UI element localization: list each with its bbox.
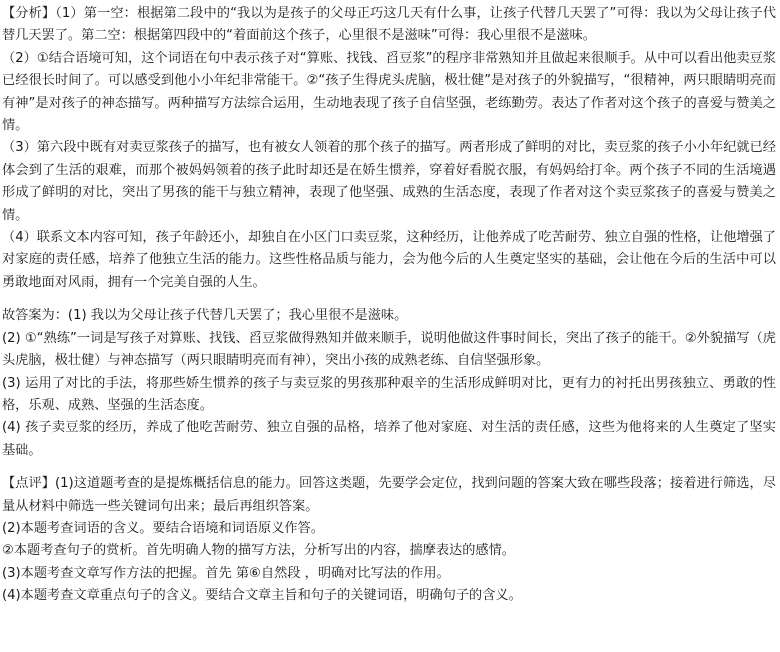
answer-part-2: (2) ①“熟练”一词是写孩子对算账、找钱、舀豆浆做得熟知并做来顺手，说明他做这件事时间长，突出了孩子的能干。②外貌描写（虎头虎脑，极壮健）与神态描写（两只眼睛明亮而有神），突出小孩的成熟老练、自信坚强形象。 [2,330,776,369]
analysis-part-1: 【分析】（1）第一空：根据第二段中的“我以为是孩子的父母正巧这几天有什么事，让孩子代替几天罢了”可得：我以为父母让孩子代替几天罢了。第二空：根据第四段中的“着面前这个孩子，心里很不是滋味”可得：我心里很不是滋味。 [2,6,776,44]
comment-part-2: (2)本题考查词语的含义。要结合语境和词语原义作答。 [2,520,324,536]
comment-part-5: (4)本题考查文章重点句子的含义。要结合文章主旨和句子的关键词语，明确句子的含义。 [2,588,522,604]
comment-part-1: 【点评】(1)这道题考查的是提炼概括信息的能力。回答这类题，先要学会定位，找到问题的答案大致在哪些段落；接着进行筛选，尽量从材料中筛选一些关键词句出来；最后再组织答案。 [2,476,776,514]
comment-section [2,473,776,607]
section-spacer [2,462,776,473]
comment-part-4: (3)本题考查文章写作方法的把握。首先 第⑥自然段 ，明确对比写法的作用。 [2,565,450,581]
answer-part-3: (3) 运用了对比的手法，将那些娇生惯养的孩子与卖豆浆的男孩那种艰辛的生活形成鲜明对比，更有力的衬托出男孩独立、勇敢的性格，乐观、成熟、坚强的生活态度。 [2,375,776,413]
analysis-part-4: （4）联系文本内容可知，孩子年龄还小，却独自在小区门口卖豆浆，这种经历，让他养成了吃苦耐劳、独立自强的性格，让他增强了对家庭的责任感，培养了他独立生活的能力。这些性格品质与能力，会为他今后的人生奠定坚实的基础，会让他在今后的生活中可以勇敢地面对风雨，拥有一个完美自强的人生。 [2,230,776,290]
answer-part-4: (4) 孩子卖豆浆的经历，养成了他吃苦耐劳、独立自强的品格，培养了他对家庭、对生活的责任感，这些为他将来的人生奠定了坚实基础。 [2,420,776,458]
answer-section [2,305,776,462]
analysis-part-3: （3）第六段中既有对卖豆浆孩子的描写，也有被女人领着的那个孩子的描写。两者形成了鲜明的对比，卖豆浆的孩子小小年纪就已经体会到了生活的艰难，而那个被妈妈领着的孩子此时却还是在娇生惯养，穿着好看脱衣服，有妈妈给打伞。两个孩子不同的生活境遇形成了鲜明的对比，突出了男孩的能干与独立精神，表现了他坚强、成熟的生活态度，表现了作者对这个卖豆浆孩子的喜爱与赞美之情。 [2,140,776,223]
comment-part-3: ②本题考查句子的赏析。首先明确人物的描写方法，分析写出的内容，揣摩表达的感情。 [2,543,515,559]
answer-part-1: 故答案为：(1) 我以为父母让孩子代替几天罢了；我心里很不是滋味。 [2,308,408,324]
section-spacer [2,294,776,305]
analysis-section [2,3,776,294]
analysis-part-2: （2）①结合语境可知，这个词语在句中表示孩子对“算账、找钱、舀豆浆”的程序非常熟知并且做起来很顺手。从中可以看出他卖豆浆已经很长时间了。可以感受到他小小年纪非常能干。②“孩子生得虎头虎脑，极壮健”是对孩子的外貌描写，“很精神，两只眼睛明亮而有神”是对孩子的神态描写。两种描写方法综合运用，生动地表现了孩子自信坚强，老练勤劳。表达了作者对这个孩子的喜爱与赞美之情。 [2,50,776,134]
